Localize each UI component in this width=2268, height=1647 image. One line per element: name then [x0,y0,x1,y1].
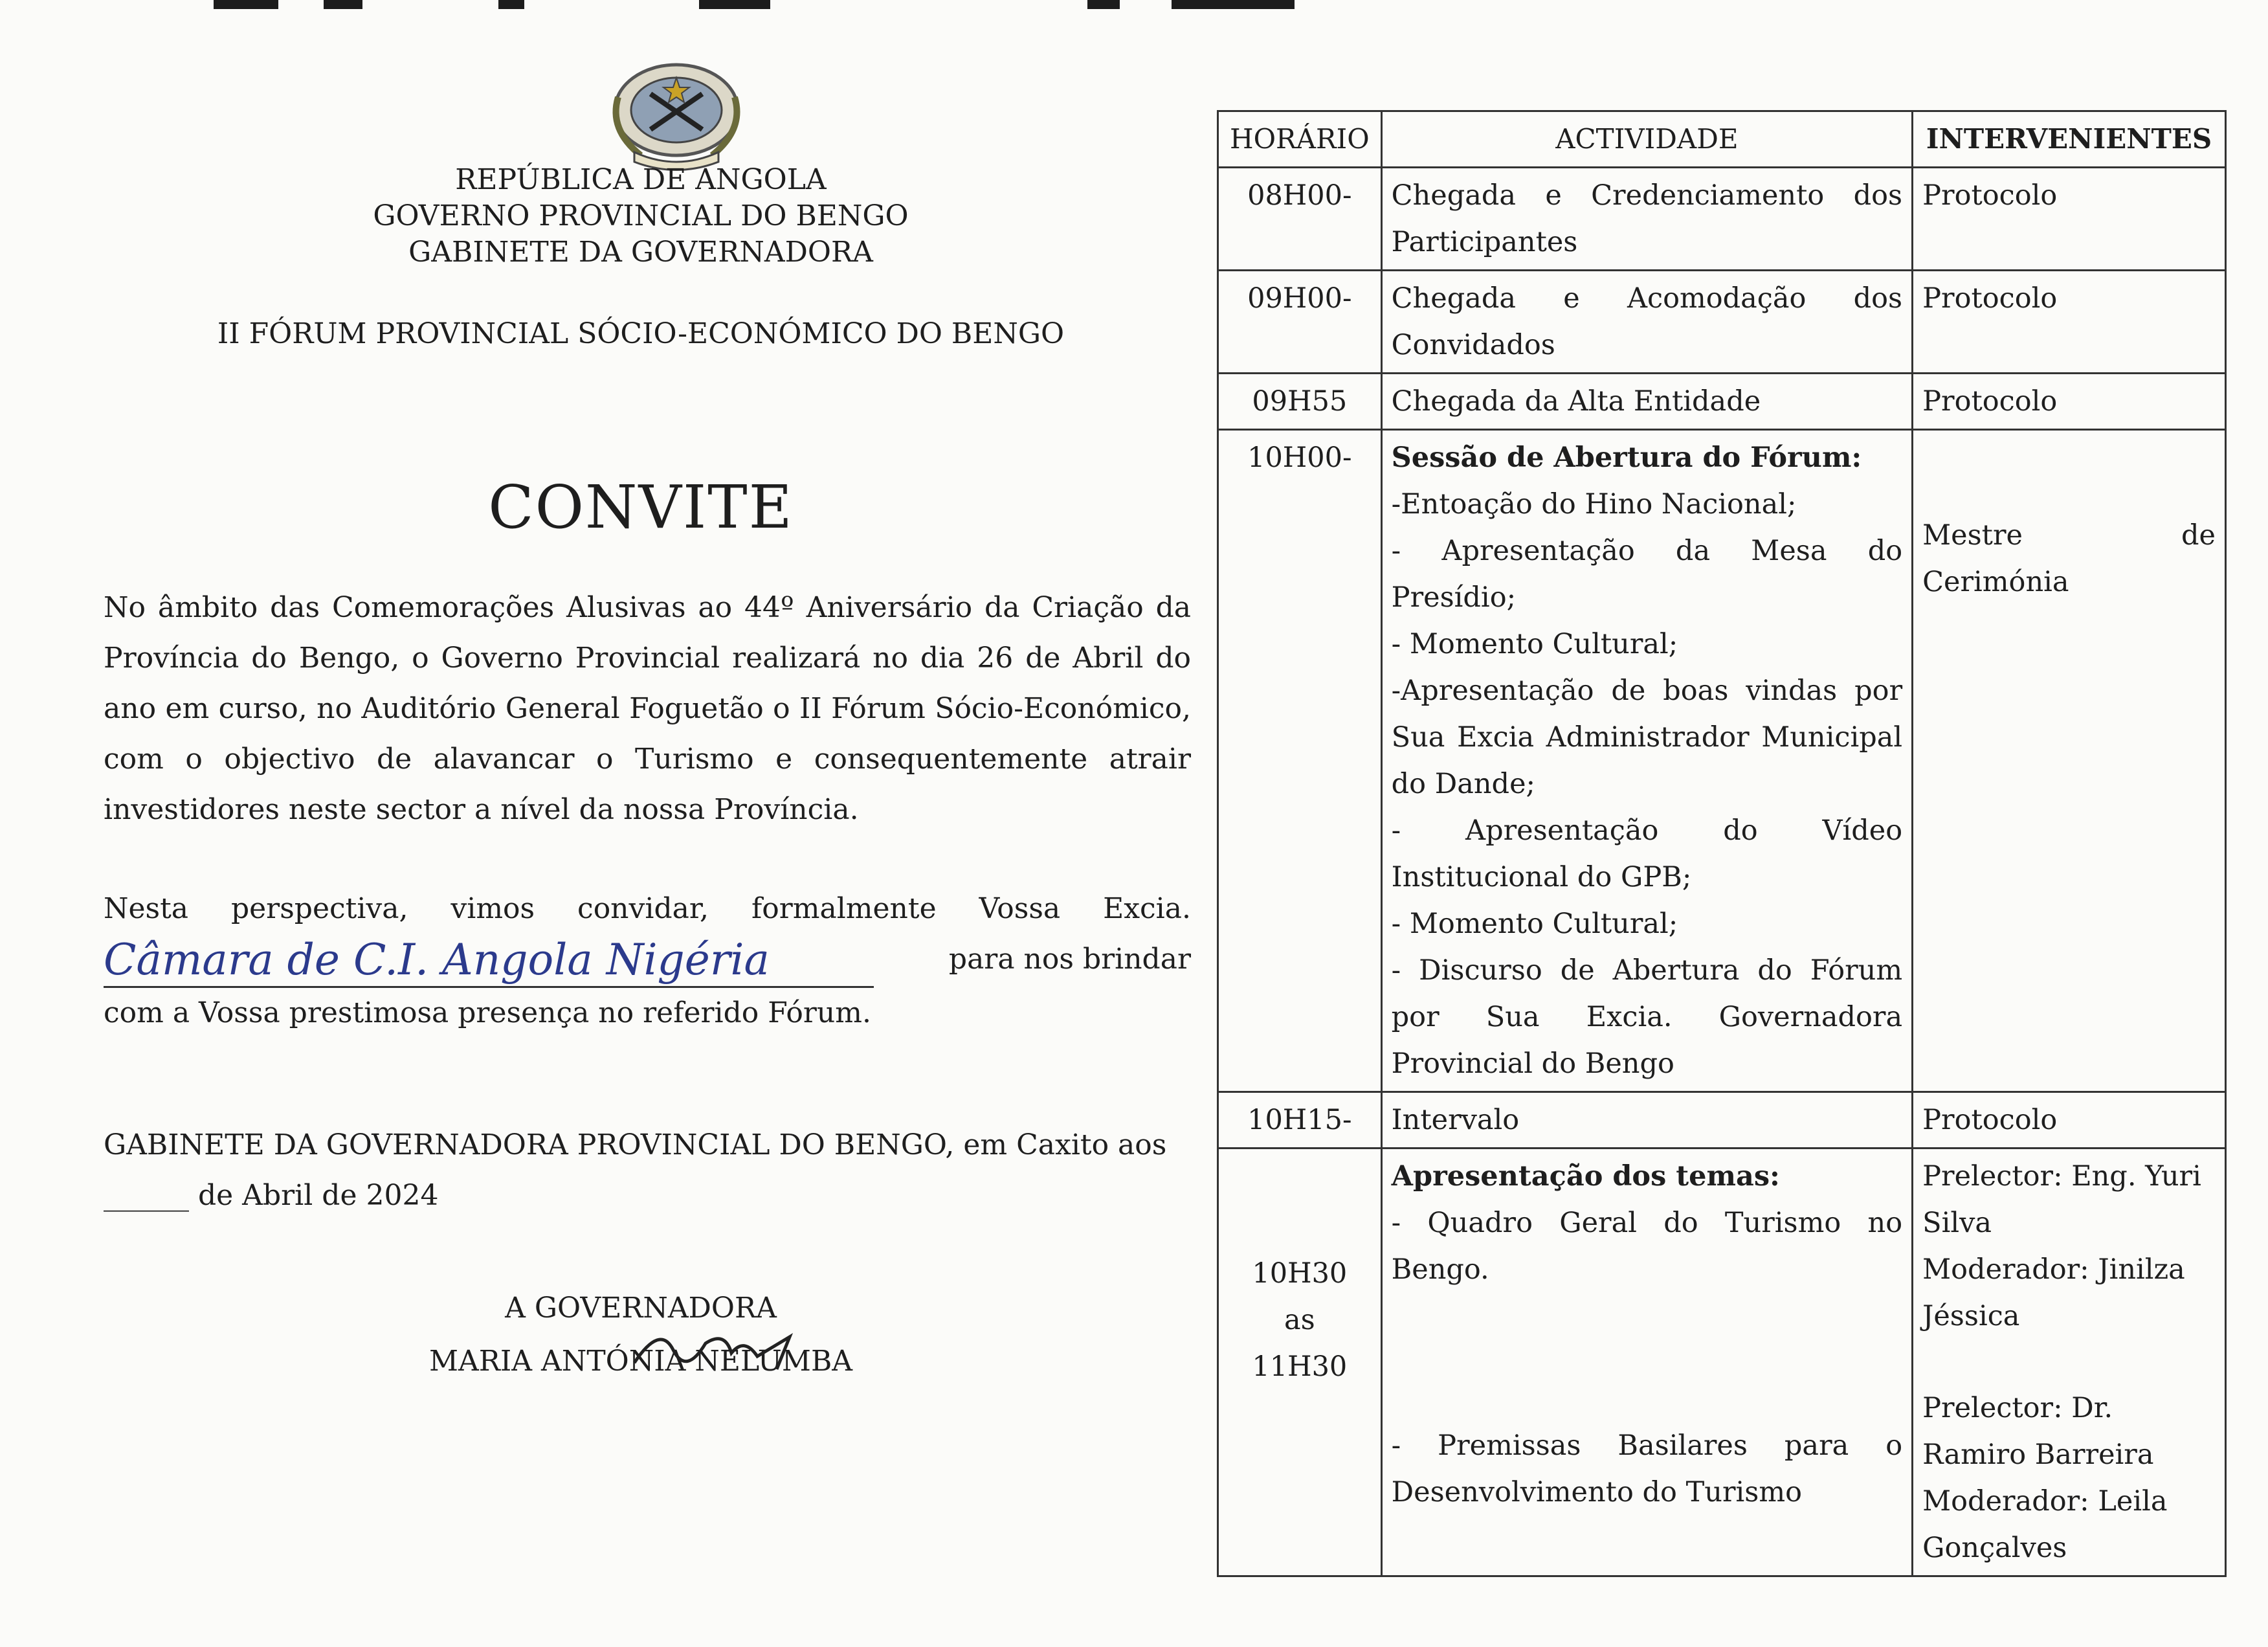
participants-cell: Protocolo [1913,1092,2226,1148]
table-row [1218,168,2226,271]
word: Vossa [979,892,1061,925]
participant: Prelector: Eng. Yuri Silva [1922,1160,2201,1239]
letterhead-line: REPÚBLICA DE ANGOLA [455,163,827,196]
handwritten-signature-icon [621,1311,828,1382]
table-row [1218,374,2226,430]
activity-cell [1381,430,1912,1092]
column-header-participants: INTERVENIENTES [1913,111,2226,168]
scan-mark [498,0,524,9]
signatory-name: MARIA ANTÓNIA NELUMBA [428,1345,853,1378]
table-row [1218,430,2226,1092]
letterhead [84,162,1197,271]
word: Nesta [104,892,189,925]
document-heading: CONVITE [488,473,794,542]
time-cell: 10H15- [1218,1092,1382,1148]
activity-cell: Chegada e Acomodação dos Convidados [1381,271,1912,374]
programme-table [1217,110,2227,1577]
scan-mark [214,0,278,9]
participants-cell [1913,1148,2226,1576]
time-cell: 09H00- [1218,271,1382,374]
activity-cell: Chegada da Alta Entidade [1381,374,1912,430]
table-row [1218,1148,2226,1576]
activity-item: - Premissas Basilares para o Desenvolvimento do Turismo [1391,1429,1903,1508]
letterhead-line: GOVERNO PROVINCIAL DO BENGO [373,199,909,232]
activity-item: -Entoação do Hino Nacional; [1391,488,1797,521]
participant: Moderador: Jinilza Jéssica [1922,1253,2185,1332]
letterhead-line: GABINETE DA GOVERNADORA [408,236,873,269]
activity-cell: Chegada e Credenciamento dos Participantes [1381,168,1912,271]
time-cell: 10H00- [1218,430,1382,1092]
activity-cell: Intervalo [1381,1092,1912,1148]
participant: Moderador: Leila Gonçalves [1922,1485,2168,1564]
scan-mark [1087,0,1120,9]
invitation-addressee-paragraph [104,884,1191,1038]
invitation-line [104,884,1191,934]
participants-cell: Protocolo [1913,374,2226,430]
scan-mark [324,0,362,9]
participant: Mestre de Cerimónia [1922,519,2216,598]
word: Excia. [1103,892,1191,925]
time-separator: as [1284,1304,1315,1336]
word: formalmente [751,892,937,925]
activity-item: - Apresentação da Mesa do Presídio; [1391,535,1903,614]
activity-title: Apresentação dos temas: [1391,1160,1780,1193]
activity-item: - Discurso de Abertura do Fórum por Sua Excia. Governadora Provincial do Bengo [1391,954,1903,1080]
activity-item: - Apresentação do Vídeo Institucional do GPB; [1391,814,1903,893]
programme-table-container [1217,110,2227,1577]
word: perspectiva, [230,892,408,925]
invitation-line [104,934,1191,988]
place-and-date: GABINETE DA GOVERNADORA PROVINCIAL DO BENGO, em Caxito aos ______ de Abril de 2024 [104,1128,1167,1212]
scan-mark [1172,0,1295,9]
participants-cell: Protocolo [1913,271,2226,374]
column-header-time: HORÁRIO [1218,111,1382,168]
handwritten-addressee: Câmara de C.I. Angola Nigéria [104,934,874,988]
word: vimos [450,892,535,925]
forum-title: II FÓRUM PROVINCIAL SÓCIO-ECONÓMICO DO BENGO [217,317,1065,350]
time-cell: 08H00- [1218,168,1382,271]
table-row [1218,271,2226,374]
column-header-activity: ACTIVIDADE [1381,111,1912,168]
table-row [1218,1092,2226,1148]
time-end: 11H30 [1252,1350,1348,1383]
activity-item: - Quadro Geral do Turismo no Bengo. [1391,1207,1903,1286]
table-header-row [1218,111,2226,168]
activity-item: - Momento Cultural; [1391,908,1678,940]
activity-item: -Apresentação de boas vindas por Sua Excia Administrador Municipal do Dande; [1391,675,1903,800]
invitation-line-text: para nos brindar [948,943,1191,976]
signatory-title: A GOVERNADORA [505,1292,777,1325]
invitation-paragraph: No âmbito das Comemorações Alusivas ao 44º Aniversário da Criação da Província do Bengo, o Governo Provincial realizará no dia 26 de Abril do ano em curso, no Auditório General Foguetão o II Fórum Sócio-Económico, com o objectivo de alavancar o Turismo e consequentemente atrair investidores neste sector a nível da nossa Província. [104,591,1191,826]
participants-cell: Protocolo [1913,168,2226,271]
invitation-line-text: com a Vossa prestimosa presença no referido Fórum. [104,996,871,1029]
angola-coat-of-arms-icon [595,58,757,175]
activity-cell [1381,1148,1912,1576]
time-cell: 09H55 [1218,374,1382,430]
word: convidar, [577,892,709,925]
participant: Prelector: Dr. Ramiro Barreira [1922,1392,2154,1471]
time-cell [1218,1148,1382,1576]
participants-cell [1913,430,2226,1092]
time-start: 10H30 [1252,1257,1348,1290]
activity-item: - Momento Cultural; [1391,628,1678,660]
scan-mark [699,0,770,9]
activity-title: Sessão de Abertura do Fórum: [1391,442,1862,474]
